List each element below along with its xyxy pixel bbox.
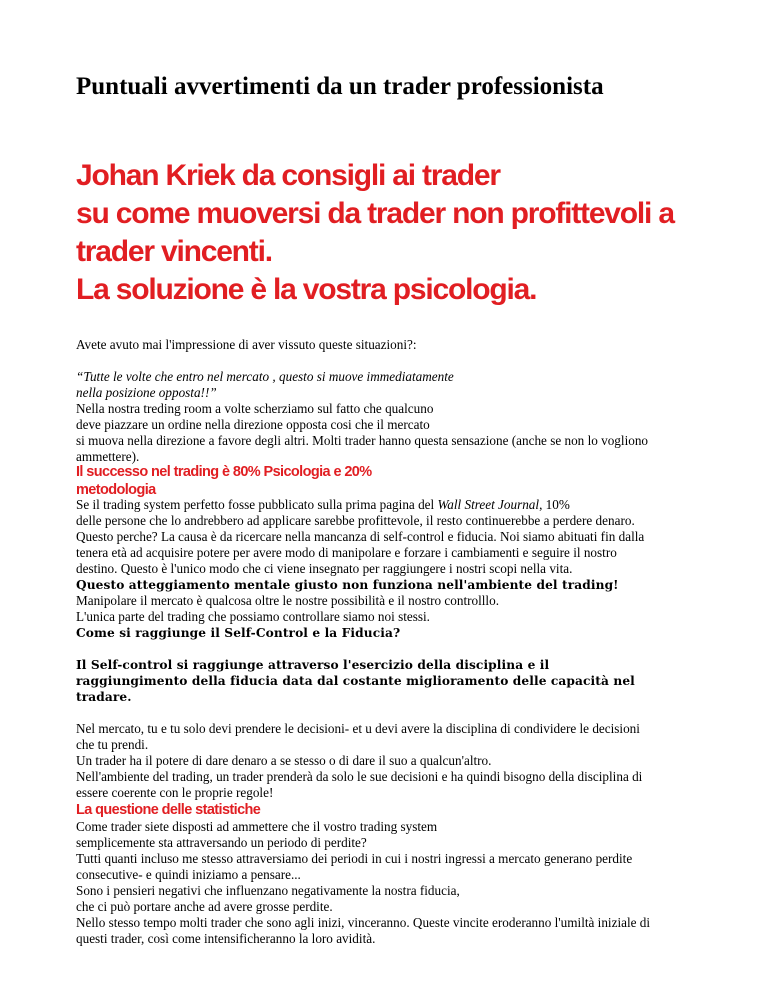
text-line: raggiungimento della fiducia data dal costante miglioramento delle capacità nel [76, 674, 635, 688]
text-line: deve piazzare un ordine nella direzione opposta cosi che il mercato [76, 417, 430, 432]
quote-line: “Tutte le volte che entro nel mercato , questo si muove immediatamente [76, 369, 454, 384]
text-line: L'unica parte del trading che possiamo controllare siamo noi stessi. [76, 609, 430, 624]
text-line: tenera età ad acquisire potere per avere modo di manipolare e forzare i cambiamenti e seguire il nostro [76, 545, 617, 560]
text-line: Il Self-control si raggiunge attraverso l'esercizio della disciplina e il [76, 658, 550, 672]
text-line: ammettere). [76, 449, 140, 464]
text-span: Se il trading system perfetto fosse pubblicato sulla prima pagina del [76, 497, 438, 512]
headline-line: La soluzione è la vostra psicologia. [76, 273, 537, 306]
paragraph-3 [76, 593, 716, 625]
headline-line: Johan Kriek da consigli ai trader [76, 159, 500, 192]
text-line: Nello stesso tempo molti trader che sono agli inizi, vinceranno. Queste vincite eroderanno l'umiltà iniziale di [76, 915, 651, 930]
text-line: Nel mercato, tu e tu solo devi prendere le decisioni- et u devi avere la disciplina di condividere le decisioni [76, 721, 640, 736]
quote-line: nella posizione opposta!!” [76, 385, 217, 400]
paragraph-2 [76, 497, 716, 577]
text-line: tradare. [76, 690, 132, 704]
text-line: Come trader siete disposti ad ammettere che il vostro trading system [76, 819, 438, 834]
text-line: si muova nella direzione a favore degli altri. Molti trader hanno questa sensazione (anche se non lo vogliono [76, 433, 649, 448]
text-line: essere coerente con le proprie regole! [76, 785, 274, 800]
section-heading-1 [76, 463, 716, 499]
headline-line: su come muoversi da trader non profittevoli a [76, 197, 674, 230]
text-line: questi trader, così come intensificheranno la loro avidità. [76, 931, 376, 946]
text-line [76, 497, 716, 513]
text-line: Sono i pensieri negativi che influenzano negativamente la nostra fiducia, [76, 883, 460, 898]
intro-text: Avete avuto mai l'impressione di aver vissuto queste situazioni?: [76, 337, 417, 352]
text-line: Tutti quanti incluso me stesso attraversiamo dei periodi in cui i nostri ingressi a mercato generano perdite [76, 851, 633, 866]
paragraph-4 [76, 721, 716, 801]
text-line: Un trader ha il potere di dare denaro a se stesso o di dare il suo a qualcun'altro. [76, 753, 492, 768]
bold-question: Come si raggiunge il Self-Control e la Fiducia? [76, 626, 401, 640]
paragraph-5 [76, 819, 716, 947]
quote [76, 369, 716, 401]
paragraph-1 [76, 401, 716, 465]
text-line: consecutive- e quindi iniziamo a pensare... [76, 867, 301, 882]
text-line: che tu prendi. [76, 737, 149, 752]
text-line: Nell'ambiente del trading, un trader prenderà da solo le sue decisioni e ha quindi bisogno della disciplina di [76, 769, 643, 784]
text-line: Questo perche? La causa è da ricercare nella mancanza di self-control e fiducia. Noi siamo abituati fin dalla [76, 529, 645, 544]
bold-statement-2 [76, 657, 716, 705]
headline [76, 157, 716, 309]
page-title: Puntuali avvertimenti da un trader professionista [76, 73, 604, 100]
headline-line: trader vincenti. [76, 235, 272, 268]
text-span: , 10% [539, 497, 570, 512]
text-line: Nella nostra treding room a volte scherziamo sul fatto che qualcuno [76, 401, 434, 416]
section-heading-2: La questione delle statistiche [76, 802, 261, 818]
bold-statement-1: Questo atteggiamento mentale giusto non funziona nell'ambiente del trading! [76, 578, 619, 592]
section-heading-line: metodologia [76, 482, 156, 498]
journal-name: Wall Street Journal [437, 497, 540, 512]
text-line: che ci può portare anche ad avere grosse perdite. [76, 899, 333, 914]
section-heading-line: Il successo nel trading è 80% Psicologia e 20% [76, 464, 372, 480]
text-line: delle persone che lo andrebbero ad applicare sarebbe profittevole, il resto continuerebbe a perdere denaro. [76, 513, 635, 528]
text-line: destino. Questo è l'unico modo che ci viene insegnato per raggiungere i nostri scopi nella vita. [76, 561, 573, 576]
text-line: semplicemente sta attraversando un periodo di perdite? [76, 835, 367, 850]
text-line: Manipolare il mercato è qualcosa oltre le nostre possibilità e il nostro controlllo. [76, 593, 499, 608]
